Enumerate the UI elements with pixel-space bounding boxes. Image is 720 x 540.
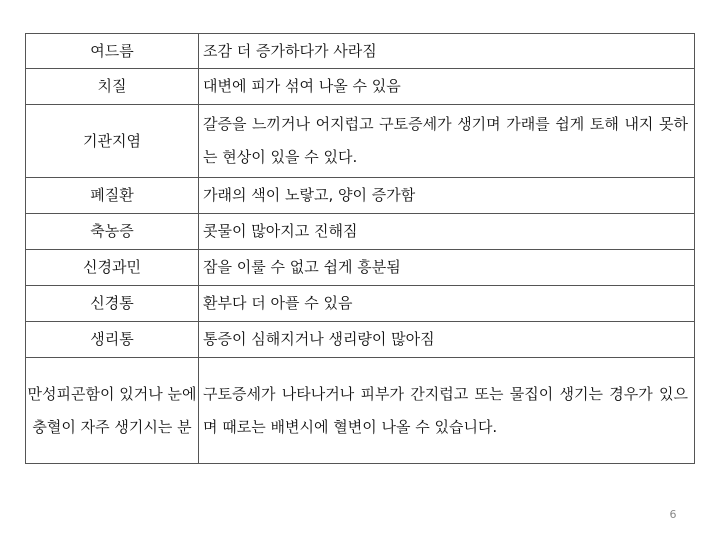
condition-cell: 기관지염: [26, 105, 199, 178]
page-number: 6: [669, 508, 677, 521]
condition-cell: 치질: [26, 69, 199, 105]
symptom-table: [25, 33, 695, 464]
condition-cell: 신경통: [26, 286, 199, 322]
description-cell: 대변에 피가 섞여 나올 수 있음: [199, 69, 695, 105]
table-row: [26, 286, 695, 322]
table-row: [26, 322, 695, 358]
condition-cell: 여드름: [26, 34, 199, 69]
condition-cell: 폐질환: [26, 178, 199, 214]
description-cell: 환부다 더 아플 수 있음: [199, 286, 695, 322]
description-cell: 콧물이 많아지고 진해짐: [199, 214, 695, 250]
table-row: [26, 34, 695, 69]
table-row: [26, 214, 695, 250]
description-cell: 조감 더 증가하다가 사라짐: [199, 34, 695, 69]
condition-cell: 생리통: [26, 322, 199, 358]
table-row: [26, 178, 695, 214]
table-row: [26, 69, 695, 105]
condition-cell: 축농증: [26, 214, 199, 250]
description-cell: 가래의 색이 노랗고, 양이 증가함: [199, 178, 695, 214]
table-row: [26, 105, 695, 178]
table-row: [26, 250, 695, 286]
description-cell: 구토증세가 나타나거나 피부가 간지럽고 또는 물집이 생기는 경우가 있으며 때로는 배변시에 혈변이 나올 수 있습니다.: [199, 358, 695, 464]
condition-cell: 신경과민: [26, 250, 199, 286]
description-cell: 갈증을 느끼거나 어지럽고 구토증세가 생기며 가래를 쉽게 토해 내지 못하는 현상이 있을 수 있다.: [199, 105, 695, 178]
table-row: [26, 358, 695, 464]
description-cell: 잠을 이룰 수 없고 쉽게 흥분됨: [199, 250, 695, 286]
condition-cell: 만성피곤함이 있거나 눈에 충혈이 자주 생기시는 분: [26, 358, 199, 464]
description-cell: 통증이 심해지거나 생리량이 많아짐: [199, 322, 695, 358]
